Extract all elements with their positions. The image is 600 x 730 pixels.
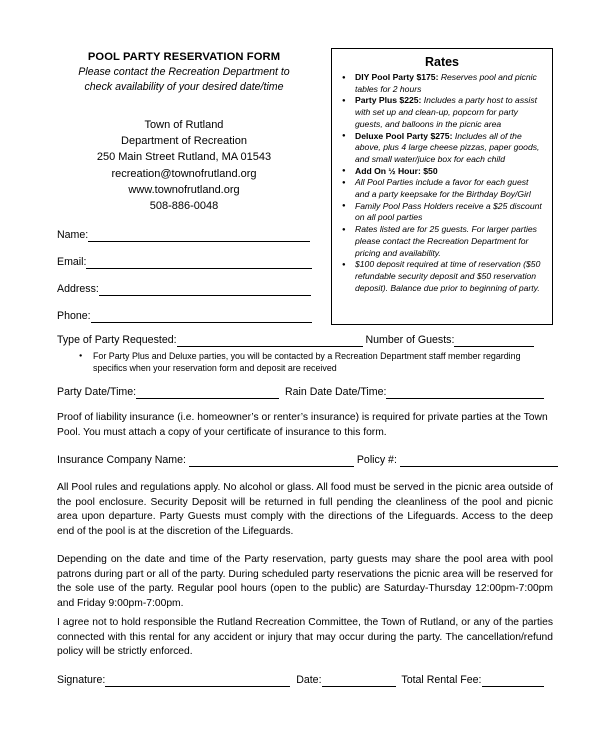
signature-row: [57, 674, 544, 687]
phone-field-row: [57, 310, 312, 323]
page-title: POOL PARTY RESERVATION FORM: [87, 51, 281, 63]
rates-item-text: $100 deposit required at time of reservation ($50 refundable security deposit and $50 reservation deposit). Balance due prior to beginning of party.: [355, 259, 541, 293]
rates-heading: Rates: [424, 55, 460, 69]
date-label: Date:: [296, 674, 322, 686]
rain-date-label: Rain Date Date/Time:: [284, 386, 387, 398]
rates-list: [339, 72, 545, 294]
type-of-party-row: [57, 334, 534, 347]
rates-item: [339, 131, 545, 166]
contact-email: recreation@townofrutland.org: [111, 167, 257, 180]
rates-item-text: Reserves pool and picnic tables for 2 hours: [355, 72, 537, 94]
email-input[interactable]: [86, 258, 312, 269]
signature-input[interactable]: [105, 676, 290, 687]
form-subtitle-line-1: Please contact the Recreation Department to: [78, 66, 290, 78]
contact-department: Department of Recreation: [121, 135, 247, 148]
party-contact-note: ● For Party Plus and Deluxe parties, you will be contacted by a Recreation Department staff member regarding specifics when your reservation form and deposit are received: [78, 350, 552, 375]
rates-item: [339, 177, 545, 200]
rates-item-text: Includes a party host to assist with set up and clean-up, popcorn for party guests, and balloons in the picnic area: [355, 95, 538, 129]
type-of-party-input[interactable]: [177, 336, 363, 347]
phone-label: Phone:: [57, 310, 91, 322]
address-input[interactable]: [99, 285, 311, 296]
party-datetime-input[interactable]: [136, 388, 279, 399]
form-subtitle-line-2: check availability of your desired date/time: [84, 80, 284, 93]
total-rental-fee-label: Total Rental Fee:: [401, 674, 482, 686]
party-datetime-row: [57, 386, 544, 399]
agreement-paragraph: I agree not to hold responsible the Rutland Recreation Committee, the Town of Rutland, or any of the parties connected with this rental for any accident or injury that may occur during the party. The cancellation/refund policy will be strictly enforced.: [57, 617, 553, 658]
policy-number-input[interactable]: [400, 456, 558, 467]
contact-website: www.townofrutland.org: [128, 183, 240, 196]
rates-item-bold: Add On ½ Hour: $50: [355, 165, 438, 176]
insurance-paragraph: Proof of liability insurance (i.e. homeowner’s or renter’s insurance) is required for private parties at the Town Pool. You must attach a copy of your certificate of insurance to this form.: [57, 412, 548, 438]
form-header: [48, 50, 320, 94]
contact-organization: Town of Rutland: [144, 119, 224, 131]
rates-item: [339, 201, 545, 224]
name-input[interactable]: [88, 231, 310, 242]
type-of-party-label: Type of Party Requested:: [57, 334, 177, 346]
pool-rules-paragraph: All Pool rules and regulations apply. No alcohol or glass. All food must be served in the picnic area outside of the pool enclosure. Security Deposit will be returned in full pending the cleanliness of the pool and picnic area upon departure. Party Guests must comply with the directions of the Lifeguards. Access to the deep end of the pool is at the discretion of the Lifeguards.: [57, 482, 553, 537]
policy-number-label: Policy #:: [356, 454, 400, 466]
insurance-company-label: Insurance Company Name:: [57, 454, 189, 466]
name-label: Name:: [57, 229, 89, 241]
rates-item-bold: Party Plus $225:: [355, 95, 422, 106]
rates-item: [339, 72, 545, 95]
rates-box: [331, 48, 553, 325]
rates-item: [339, 166, 545, 178]
contact-phone: 508-886-0048: [149, 200, 219, 213]
rates-item-text: Rates listed are for 25 guests. For larger parties please contact the Recreation Department for pricing and availability.: [355, 224, 537, 258]
address-label: Address:: [57, 283, 99, 295]
number-of-guests-label: Number of Guests:: [365, 334, 455, 346]
insurance-company-input[interactable]: [189, 456, 354, 467]
party-datetime-label: Party Date/Time:: [57, 386, 137, 398]
rates-item-bold: Deluxe Pool Party $275:: [355, 130, 453, 141]
signature-label: Signature:: [57, 674, 106, 686]
rates-item: [339, 224, 545, 259]
rates-item: [339, 95, 545, 130]
number-of-guests-input[interactable]: [454, 336, 534, 347]
contact-info-block: [48, 117, 320, 214]
pool-sharing-paragraph: Depending on the date and time of the Party reservation, party guests may share the pool area with pool patrons during part or all of the party. During scheduled party reservations the picnic area will be reserved for the sole use of the party. Regular pool hours (open to the public) are Saturday-Thursday 12:00pm-7:00pm and Friday 9:00pm-7:00pm.: [57, 554, 553, 609]
contact-address: 250 Main Street Rutland, MA 01543: [96, 151, 272, 164]
rain-date-input[interactable]: [386, 388, 544, 399]
insurance-company-row: [57, 454, 558, 467]
total-rental-fee-input[interactable]: [482, 676, 544, 687]
email-label: Email:: [57, 256, 87, 268]
rates-item-bold: DIY Pool Party $175:: [355, 72, 439, 82]
date-input[interactable]: [322, 676, 396, 687]
rates-item-text: Includes all of the above, plus 4 large cheese pizzas, paper goods, and small water/juice box for each child: [355, 130, 540, 164]
rates-item-text: All Pool Parties include a favor for each guest and a party keepsake for the Birthday Boy/Girl: [355, 177, 531, 200]
rates-item: [339, 259, 545, 294]
rates-item-text: Family Pool Pass Holders receive a $25 discount on all pool parties: [355, 200, 542, 223]
name-field-row: [57, 229, 310, 242]
email-field-row: [57, 256, 312, 269]
phone-input[interactable]: [91, 312, 312, 323]
address-field-row: [57, 283, 311, 296]
